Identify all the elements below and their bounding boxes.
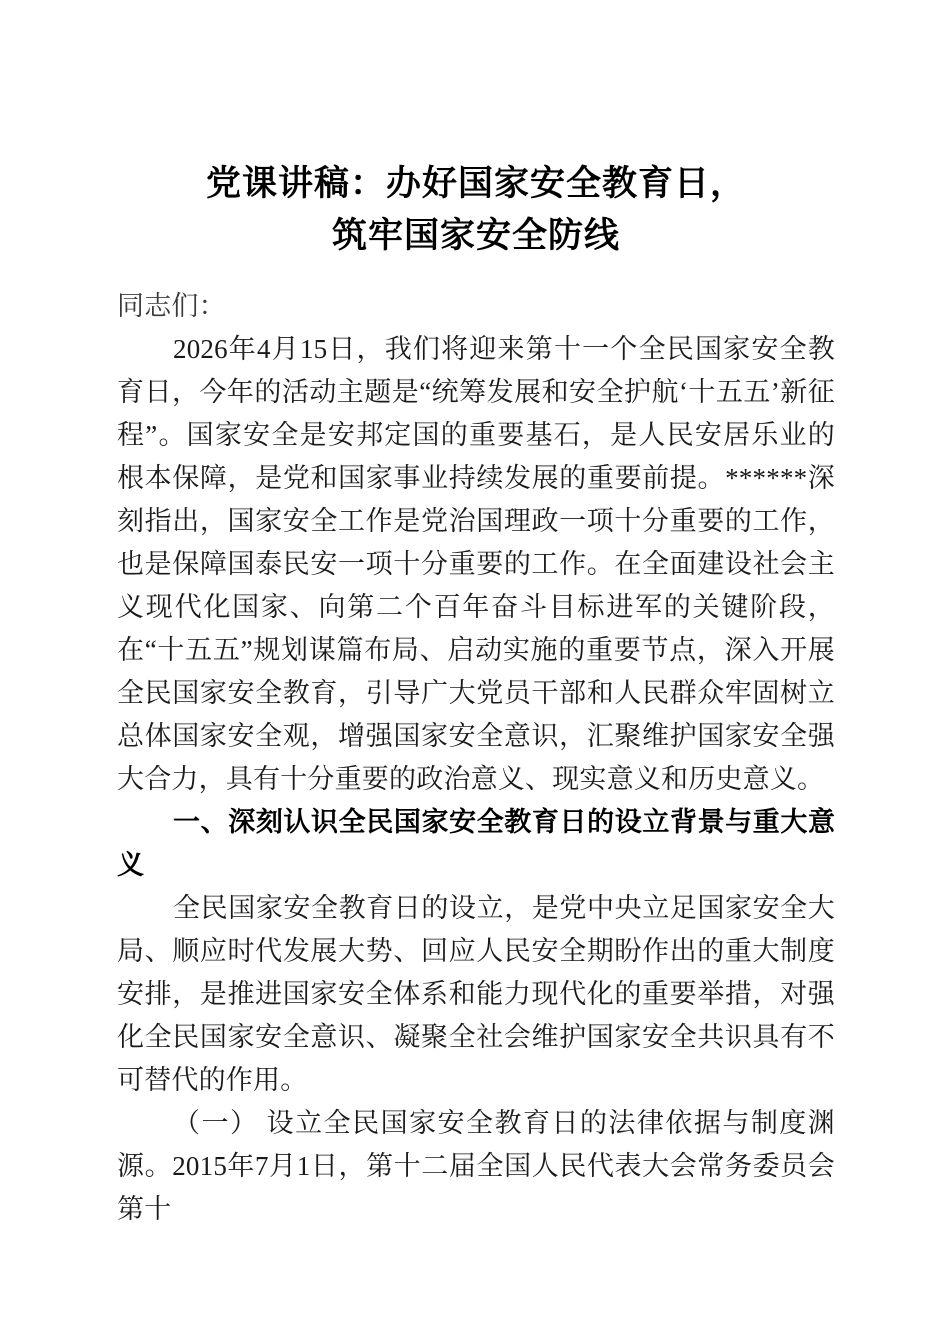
- page-title: [117, 0, 835, 262]
- paragraph-section-1-body: 全民国家安全教育日的设立，是党中央立足国家安全大局、顺应时代发展大势、回应人民安全期盼作出的重大制度安排，是推进国家安全体系和能力现代化的重要举措，对强化全民国家安全意识、凝聚全社会维护国家安全共识具有不可替代的作用。: [117, 893, 835, 1095]
- paragraph-subsection-1-1: （一） 设立全民国家安全教育日的法律依据与制度渊源。2015年7月1日，第十二届全国人民代表大会常务委员会第十: [117, 1108, 835, 1224]
- section-heading-1: 一、深刻认识全民国家安全教育日的设立背景与重大意义: [117, 807, 835, 880]
- title-line-1: 党课讲稿：办好国家安全教育日，: [205, 164, 746, 203]
- salutation-line: 同志们：: [117, 291, 226, 321]
- document-body: [117, 262, 835, 1231]
- page-content: [117, 0, 835, 1231]
- title-line-2: 筑牢国家安全防线: [331, 216, 620, 255]
- paragraph-opening: 2026年4月15日，我们将迎来第十一个全民国家安全教育日，今年的活动主题是“统筹发展和安全护航‘十五五’新征程”。国家安全是安邦定国的重要基石，是人民安居乐业的根本保障，是党和国家事业持续发展的重要前提。******深刻指出，国家安全工作是党治国理政一项十分重要的工作，也是保障国泰民安一项十分重要的工作。在全面建设社会主义现代化国家、向第二个百年奋斗目标进军的关键阶段，在“十五五”规划谋篇布局、启动实施的重要节点，深入开展全民国家安全教育，引导广大党员干部和人民群众牢固树立总体国家安全观，增强国家安全意识，汇聚维护国家安全强大合力，具有十分重要的政治意义、现实意义和历史意义。: [117, 334, 835, 794]
